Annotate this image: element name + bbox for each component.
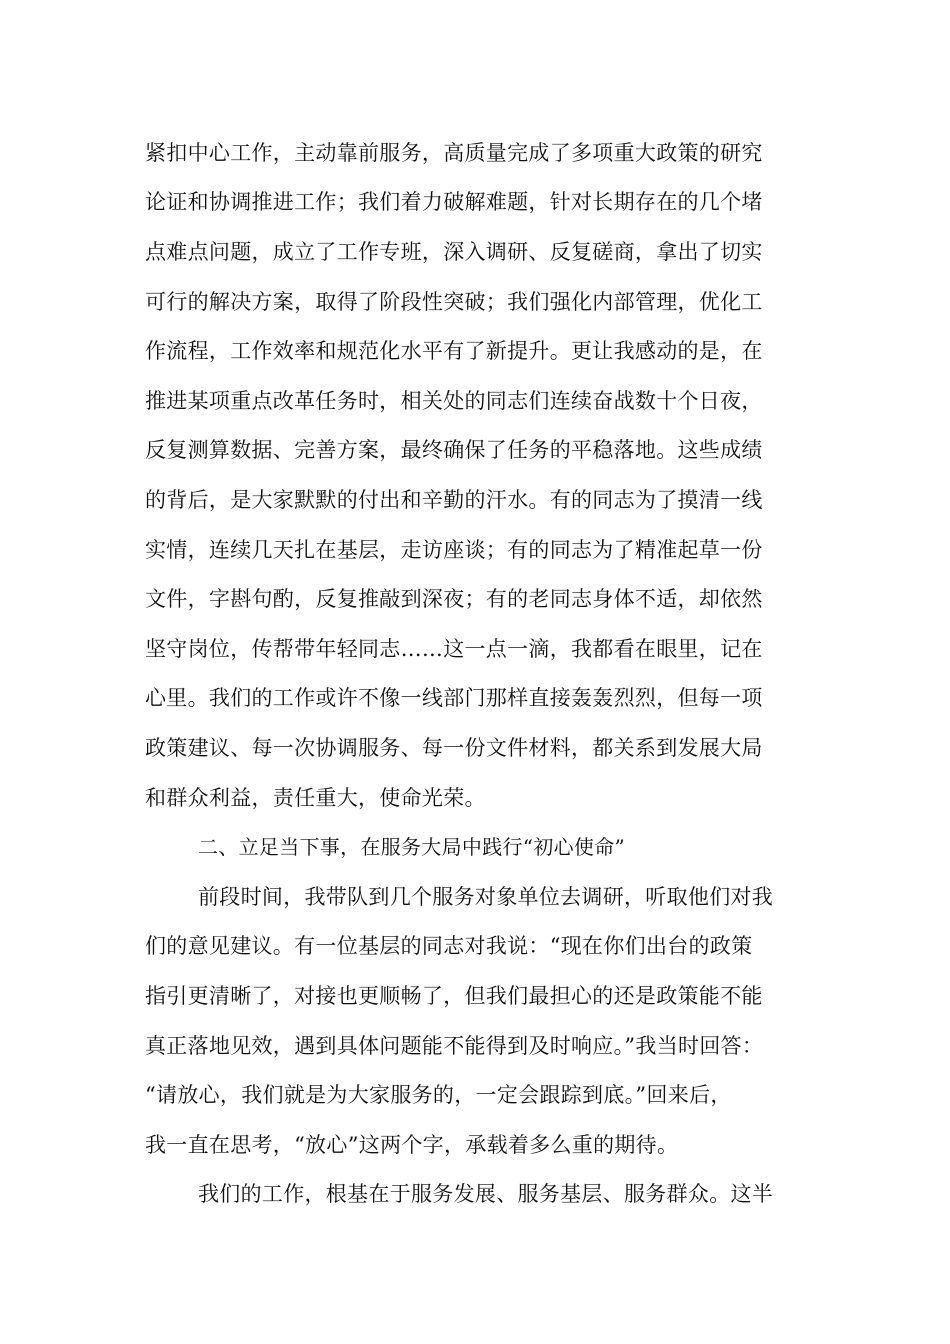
text-line: 的背后，是大家默默的付出和辛勤的汗水。有的同志为了摸清一线 xyxy=(145,488,763,512)
text-line: 心里。我们的工作或许不像一线部门那样直接轰轰烈烈，但每一项 xyxy=(145,686,763,710)
text-line: 政策建议、每一次协调服务、每一份文件材料，都关系到发展大局 xyxy=(145,736,763,760)
text-line: 前段时间，我带队到几个服务对象单位去调研，听取他们对我 xyxy=(198,885,774,909)
text-line: 和群众利益，责任重大，使命光荣。 xyxy=(145,786,486,810)
text-line: 指引更清晰了，对接也更顺畅了，但我们最担心的还是政策能不能 xyxy=(145,984,763,1008)
text-line: 真正落地见效，遇到具体问题能不能得到及时响应。”我当时回答： xyxy=(145,1034,764,1058)
text-line: 可行的解决方案，取得了阶段性突破；我们强化内部管理，优化工 xyxy=(145,290,763,314)
text-line: 推进某项重点改革任务时，相关处的同志们连续奋战数十个日夜， xyxy=(145,389,763,413)
text-line: 我们的工作，根基在于服务发展、服务基层、服务群众。这半 xyxy=(198,1182,774,1206)
text-line: 实情，连续几天扎在基层，走访座谈；有的同志为了精准起草一份 xyxy=(145,538,763,562)
section-heading: 二、立足当下事，在服务大局中践行“初心使命” xyxy=(198,835,626,859)
text-line: 文件，字斟句酌，反复推敲到深夜；有的老同志身体不适，却依然 xyxy=(145,587,763,611)
text-line: 点难点问题，成立了工作专班，深入调研、反复磋商，拿出了切实 xyxy=(145,240,763,264)
text-line: 紧扣中心工作，主动靠前服务，高质量完成了多项重大政策的研究 xyxy=(145,141,763,165)
text-line: 我一直在思考，“放心”这两个字，承载着多么重的期待。 xyxy=(145,1133,679,1157)
text-line: 作流程，工作效率和规范化水平有了新提升。更让我感动的是，在 xyxy=(145,339,763,363)
text-line: 坚守岗位，传帮带年轻同志……这一点一滴，我都看在眼里，记在 xyxy=(145,637,763,661)
text-line: 论证和协调推进工作；我们着力破解难题，针对长期存在的几个堵 xyxy=(145,190,763,214)
text-line: “请放心，我们就是为大家服务的，一定会跟踪到底。”回来后， xyxy=(145,1083,732,1107)
text-line: 反复测算数据、完善方案，最终确保了任务的平稳落地。这些成绩 xyxy=(145,438,763,462)
text-line: 们的意见建议。有一位基层的同志对我说：“现在你们出台的政策 xyxy=(145,934,753,958)
